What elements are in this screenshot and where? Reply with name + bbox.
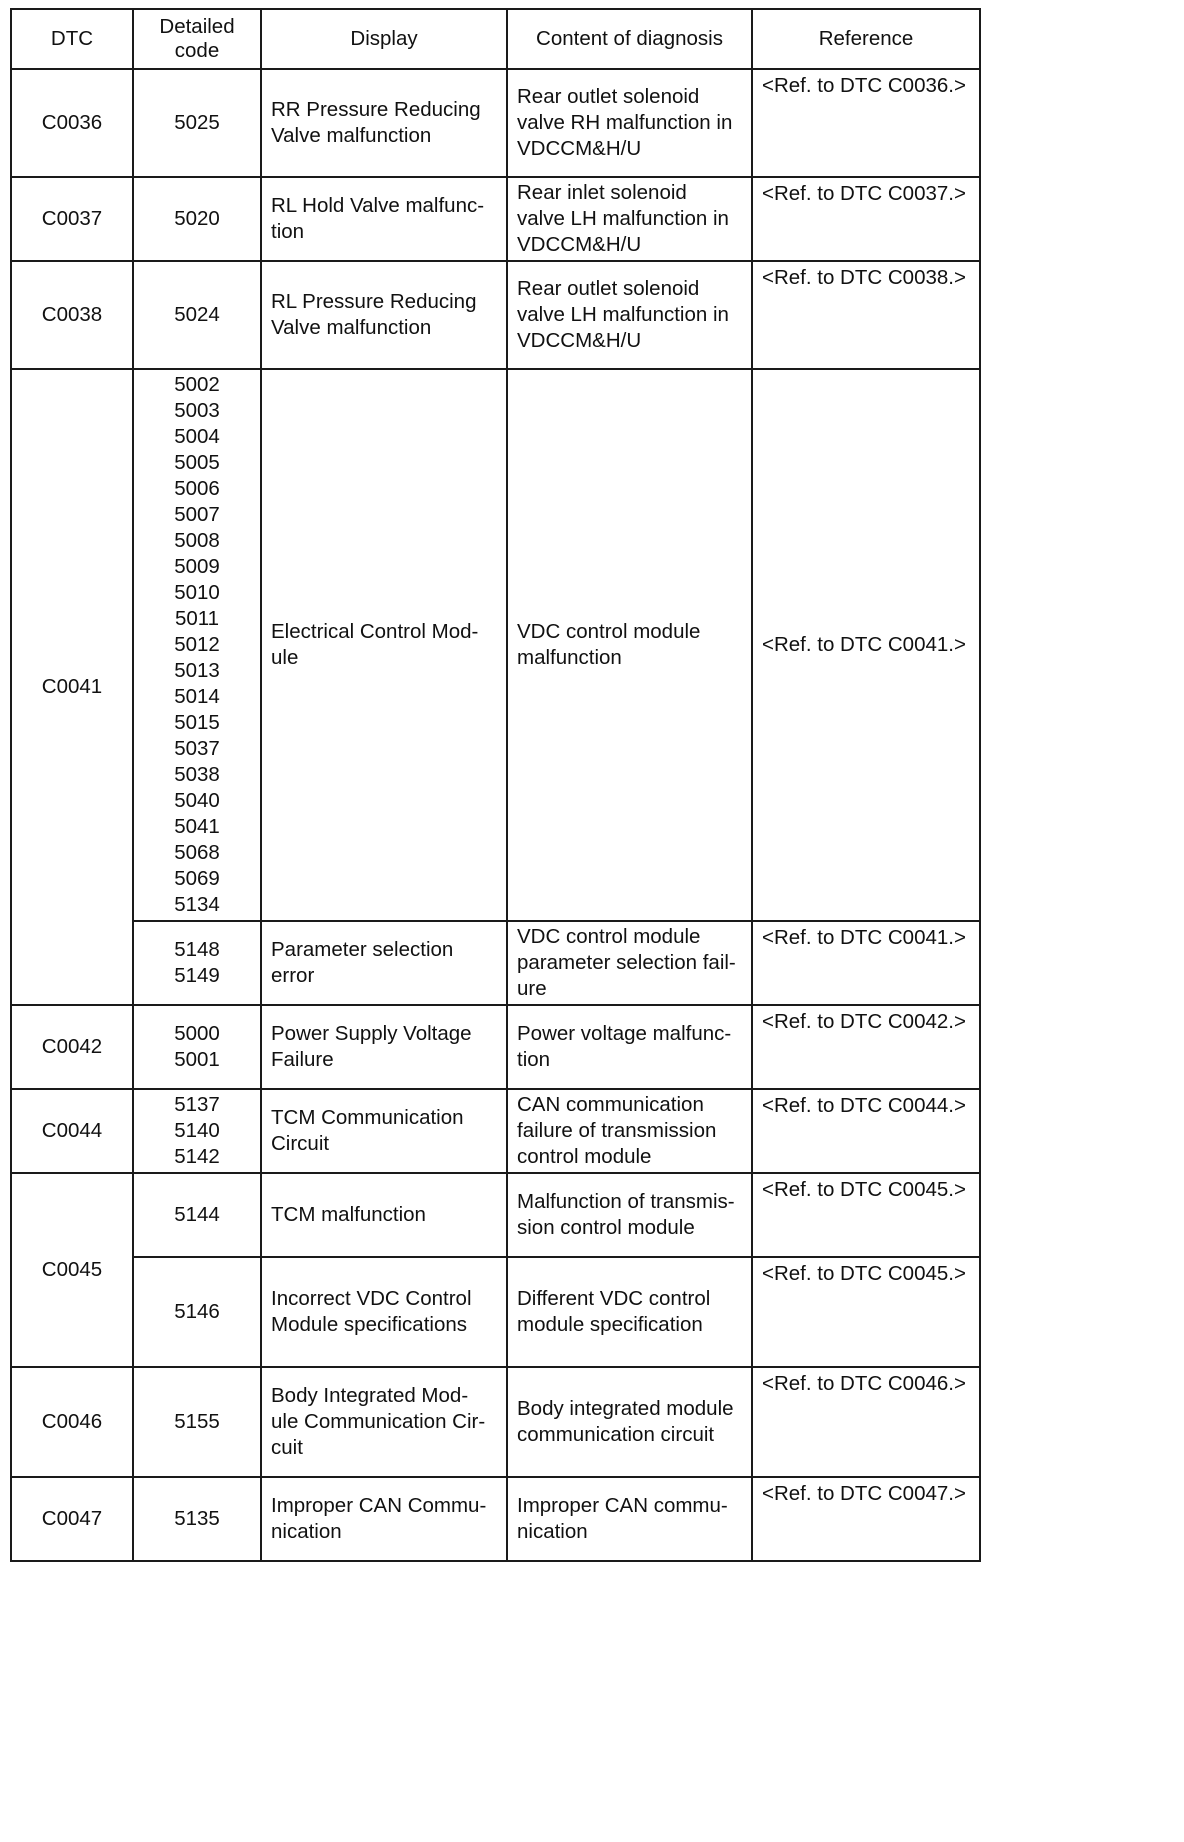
code-line: 5011 [174,607,220,630]
diagnosis-line: Power voltage malfunc- [517,1022,732,1045]
display-line: Circuit [271,1132,330,1155]
diagnosis-line: sion control module [517,1216,695,1239]
display-cell [261,69,507,177]
reference-link[interactable]: <Ref. to DTC C0045.> [752,1257,980,1367]
diagnosis-cell [507,177,752,261]
code-line: 5000 [174,1022,220,1045]
display-line: Improper CAN Commu- [271,1494,487,1517]
detailed-code-list [133,369,261,921]
display-line: Incorrect VDC Control [271,1287,472,1310]
display-cell [261,1005,507,1089]
dtc-table-container [10,8,981,1562]
table-row [11,1005,980,1089]
code-line: 5010 [174,581,220,604]
diagnosis-line: Malfunction of transmis- [517,1190,735,1213]
header-dtc: DTC [11,9,133,69]
reference-link[interactable]: <Ref. to DTC C0041.> [752,921,980,1005]
display-line: cuit [271,1436,303,1459]
code-line: 5148 [174,938,220,961]
code-line: 5014 [174,685,220,708]
code-line: 5007 [174,503,220,526]
diagnosis-line: nication [517,1520,588,1543]
code-line: 5015 [174,711,220,734]
code-line: 5038 [174,763,220,786]
detailed-code-cell: 5144 [133,1173,261,1257]
diagnosis-line: tion [517,1048,551,1071]
display-line: RL Hold Valve malfunc- [271,194,485,217]
diagnosis-line: Body integrated module [517,1397,734,1420]
code-line: 5069 [174,867,220,890]
code-line: 5142 [174,1145,220,1168]
diagnosis-line: Rear outlet solenoid [517,85,700,108]
display-cell [261,1257,507,1367]
diagnosis-line: Different VDC control [517,1287,711,1310]
reference-link[interactable]: <Ref. to DTC C0037.> [752,177,980,261]
code-line: 5001 [174,1048,220,1071]
display-cell [261,177,507,261]
detailed-code-cell: 5020 [133,177,261,261]
display-line: RR Pressure Reducing [271,98,481,121]
display-line: Failure [271,1048,334,1071]
diagnosis-line: communication circuit [517,1423,715,1446]
diagnosis-line: valve LH malfunction in [517,303,729,326]
table-row [11,1257,980,1367]
display-cell [261,1089,507,1173]
display-line: Parameter selection [271,938,454,961]
detailed-code-cell: 5155 [133,1367,261,1477]
code-line: 5134 [174,893,220,916]
code-line: 5137 [174,1093,220,1116]
table-row [11,1089,980,1173]
table-row [11,1367,980,1477]
header-detailed-code [133,9,261,69]
diagnosis-cell [507,1257,752,1367]
diagnosis-cell [507,261,752,369]
display-line: Power Supply Voltage [271,1022,472,1045]
diagnosis-line: VDCCM&H/U [517,329,642,352]
dtc-cell: C0047 [11,1477,133,1561]
display-line: TCM malfunction [271,1203,426,1226]
code-line: 5041 [174,815,220,838]
diagnosis-line: VDCCM&H/U [517,137,642,160]
display-cell [261,921,507,1005]
reference-link[interactable]: <Ref. to DTC C0044.> [752,1089,980,1173]
detailed-code-cell [133,1005,261,1089]
display-line: Module specifications [271,1313,467,1336]
diagnosis-line: VDC control module [517,620,701,643]
display-cell [261,369,507,921]
code-line: 5008 [174,529,220,552]
reference-link[interactable]: <Ref. to DTC C0038.> [752,261,980,369]
diagnosis-line: module specification [517,1313,703,1336]
display-cell [261,261,507,369]
display-line: Valve malfunction [271,316,432,339]
diagnosis-line: ure [517,977,547,1000]
reference-link[interactable]: <Ref. to DTC C0042.> [752,1005,980,1089]
diagnosis-cell [507,1005,752,1089]
header-reference: Reference [752,9,980,69]
header-row [11,9,980,69]
detailed-code-cell: 5025 [133,69,261,177]
display-line: RL Pressure Reducing [271,290,477,313]
code-line: 5068 [174,841,220,864]
reference-link[interactable]: <Ref. to DTC C0045.> [752,1173,980,1257]
reference-link[interactable]: <Ref. to DTC C0041.> [752,369,980,921]
code-line: 5037 [174,737,220,760]
reference-link[interactable]: <Ref. to DTC C0036.> [752,69,980,177]
code-line: 5005 [174,451,220,474]
dtc-cell: C0038 [11,261,133,369]
code-line: 5009 [174,555,220,578]
diagnosis-line: Rear outlet solenoid [517,277,700,300]
diagnosis-cell [507,921,752,1005]
header-detailed-code-line1: Detailed [159,15,235,38]
table-row [11,369,980,921]
dtc-table [10,8,981,1562]
display-line: error [271,964,315,987]
diagnosis-line: VDC control module [517,925,701,948]
display-line: Valve malfunction [271,124,432,147]
diagnosis-line: malfunction [517,646,622,669]
detailed-code-cell: 5146 [133,1257,261,1367]
dtc-cell: C0045 [11,1173,133,1367]
display-cell [261,1477,507,1561]
detailed-code-cell [133,921,261,1005]
code-line: 5140 [174,1119,220,1142]
detailed-code-cell: 5024 [133,261,261,369]
diagnosis-cell [507,69,752,177]
code-line: 5040 [174,789,220,812]
header-display: Display [261,9,507,69]
table-row [11,1173,980,1257]
dtc-cell: C0041 [11,369,133,1005]
dtc-cell: C0037 [11,177,133,261]
diagnosis-cell [507,1173,752,1257]
dtc-cell: C0046 [11,1367,133,1477]
reference-link[interactable]: <Ref. to DTC C0046.> [752,1367,980,1477]
display-line: Body Integrated Mod- [271,1384,469,1407]
table-row [11,69,980,177]
display-cell [261,1173,507,1257]
header-detailed-code-line2: code [174,39,220,62]
diagnosis-cell [507,1089,752,1173]
dtc-cell: C0042 [11,1005,133,1089]
table-row [11,261,980,369]
code-line: 5004 [174,425,220,448]
code-line: 5012 [174,633,220,656]
display-line: ule [271,646,299,669]
code-line: 5003 [174,399,220,422]
diagnosis-line: Improper CAN commu- [517,1494,728,1517]
display-cell [261,1367,507,1477]
diagnosis-line: valve LH malfunction in [517,207,729,230]
diagnosis-line: CAN communication [517,1093,704,1116]
table-row [11,1477,980,1561]
diagnosis-line: Rear inlet solenoid [517,181,687,204]
diagnosis-line: control module [517,1145,652,1168]
display-line: Electrical Control Mod- [271,620,479,643]
dtc-cell: C0044 [11,1089,133,1173]
table-row [11,177,980,261]
display-line: ule Communication Cir- [271,1410,486,1433]
diagnosis-line: valve RH malfunction in [517,111,733,134]
header-content-of-diagnosis: Content of diagnosis [507,9,752,69]
detailed-code-cell: 5135 [133,1477,261,1561]
detailed-code-cell [133,1089,261,1173]
display-line: nication [271,1520,342,1543]
diagnosis-cell [507,1367,752,1477]
reference-link[interactable]: <Ref. to DTC C0047.> [752,1477,980,1561]
diagnosis-line: failure of transmission [517,1119,717,1142]
code-line: 5002 [174,373,220,396]
table-row [11,921,980,1005]
diagnosis-line: VDCCM&H/U [517,233,642,256]
diagnosis-line: parameter selection fail- [517,951,736,974]
code-line: 5006 [174,477,220,500]
display-line: tion [271,220,305,243]
code-line: 5149 [174,964,220,987]
code-line: 5013 [174,659,220,682]
diagnosis-cell [507,1477,752,1561]
dtc-cell: C0036 [11,69,133,177]
display-line: TCM Communication [271,1106,464,1129]
diagnosis-cell [507,369,752,921]
